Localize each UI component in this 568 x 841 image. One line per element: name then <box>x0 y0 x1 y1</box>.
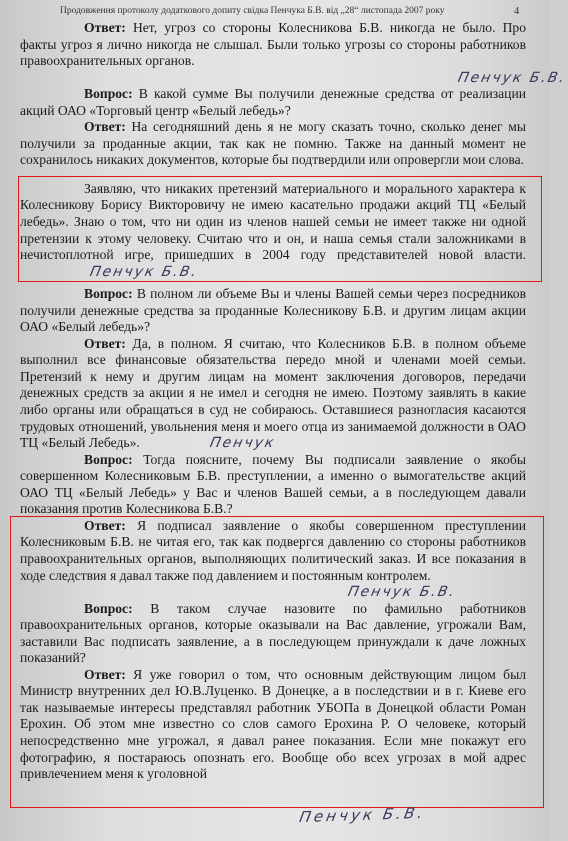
question-label: Вопрос: <box>84 600 133 616</box>
answer-text: Нет, угроз со стороны Колесникова Б.В. никогда не было. Про факты угроз я лично никогда не слышал. Были только угрозы со стороны работников правоохранительных органов. <box>20 20 526 69</box>
answer-paragraph <box>20 119 526 169</box>
signature-line <box>20 69 568 87</box>
question-text: В какой сумме Вы получили денежные средства от реализации акций ОАО «Торговый центр «Белый лебедь»? <box>20 86 526 118</box>
answer-text: На сегодняшний день я не могу сказать точно, сколько денег мы получили за проданные акции, так как не помню. Также на данный момент не сохранилось никаких документов, которые бы подтвердили или опровергли мои слова. <box>20 119 526 168</box>
handwritten-signature: Пенчук Б.В. <box>346 584 458 601</box>
handwritten-signature: Пенчук Б.В. <box>88 263 200 280</box>
statement-paragraph <box>20 181 526 280</box>
answer-label: Ответ: <box>84 517 126 533</box>
answer-label: Ответ: <box>84 20 126 35</box>
question-paragraph <box>20 286 526 336</box>
answer-text: Да, в полном. Я считаю, что Колесников Б.В. в полном объеме выполнил все финансовые обязательства передо мной и членами моей семьи. Претензий к нему и другим лицам на момент заключения договоров, передачи денежных средств за акции я не имел и сегодня не имею. Поэтому заявлять в какие либо органы или обращаться в суд не собираюсь. Оставшиеся разногласия касаются трудовых отношений, увольнения меня и моего отца из занимаемой должности в ОАО ТЦ «Белый Лебедь». <box>20 335 526 451</box>
answer-paragraph <box>20 518 526 584</box>
question-paragraph <box>20 452 526 518</box>
question-text: В полном ли объеме Вы и члены Вашей семьи через посредников получили денежные средства за проданные Колесникову Б.В. и другим лицам акции ОАО «Белый лебедь»? <box>20 286 526 335</box>
answer-label: Ответ: <box>84 335 126 351</box>
answer-label: Ответ: <box>84 666 126 682</box>
question-label: Вопрос: <box>84 451 133 467</box>
question-text: В таком случае назовите по фамильно работников правоохранительных органов, которые оказывали на Вас давление, угрожали Вам, заставили Вас подписать заявление, а в последующем принуждали к даче ложных показаний? <box>20 600 526 666</box>
answer-text: Я подписал заявление о якобы совершенном преступлении Колесниковым Б.В. не читая его, так как подвергся давлению со стороны работников правоохранительных органов, выполняющих политический заказ. И все показания в ходе следствия я давал также под давлением и постоянным контролем. <box>20 517 526 583</box>
page-number: 4 <box>514 6 520 17</box>
question-paragraph <box>20 86 526 119</box>
question-label: Вопрос: <box>84 286 133 302</box>
question-text: Тогда поясните, почему Вы подписали заявление о якобы совершенном Колесниковым Б.В. преступлении, а именно о вымогательстве акций ОАО ТЦ «Белый Лебедь» у Вас и членов Вашей семьи, а в последующем давали показания против Колесникова Б.В.? <box>20 451 526 517</box>
handwritten-signature-bottom: Пенчук Б.В. <box>297 803 428 827</box>
answer-paragraph <box>20 20 526 70</box>
question-paragraph <box>20 601 526 667</box>
answer-label: Ответ: <box>84 119 126 135</box>
answer-text: Я уже говорил о том, что основным действующим лицом был Министр внутренних дел Ю.В.Луценко. В Донецке, а в последствии и в г. Киеве его так называемые интересы представлял работник УБОПа в Донецкой области Роман Ерохин. Об этом мне известно со слов самого Ерохина Р. О человеке, который непосредственно мне угрожал, я давал ранее показания. Если мне покажут его фотографию, я постараюсь опознать его. Вообще обо всех угрозах в мой адрес привлечением меня к уголовной <box>20 666 526 782</box>
handwritten-signature: Пенчук Б.В. <box>456 69 568 86</box>
handwritten-signature: Пенчук <box>208 435 277 452</box>
signature-line <box>20 584 526 601</box>
protocol-text <box>20 20 568 783</box>
header-title: Продовження протоколу додаткового допиту свідка Пенчука Б.В. від „28“ листопада 2007 року <box>60 6 445 16</box>
answer-paragraph <box>20 336 526 452</box>
answer-paragraph <box>20 667 526 783</box>
question-label: Вопрос: <box>84 86 133 102</box>
statement-text: Заявляю, что никаких претензий материального и морального характера к Колесникову Борису Викторовичу не имею касательно продажи акций ТЦ «Белый лебедь». Знаю о том, что ни один из членов нашей семьи не имеет также ни одной претензии к этому человеку. Считаю что и он, и наша семья стали заложниками в нечистоплотной игре, пришедших в 2004 году представителей новой власти. <box>20 180 526 263</box>
